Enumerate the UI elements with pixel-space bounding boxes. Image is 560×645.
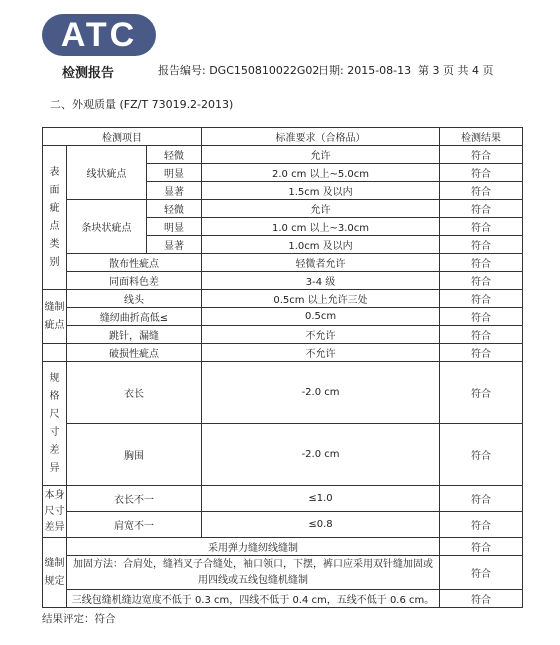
result-cell: 符合 — [440, 164, 523, 182]
header-result: 检测结果 — [440, 128, 523, 146]
result-cell: 符合 — [440, 512, 523, 538]
table-row — [43, 290, 523, 308]
result-cell: 符合 — [440, 538, 523, 556]
report-date: 日期: 2015-08-13 — [318, 64, 412, 77]
page-indicator: 第 3 页 共 4 页 — [418, 64, 494, 77]
category-body-size: 本身尺寸差异 — [43, 486, 67, 538]
overlock-text: 三线包缝机缝边宽度不低于 0.3 cm，四线不低于 0.4 cm，五线不低于 0.6 cm。 — [67, 590, 440, 608]
damage-label: 破损性疵点 — [67, 344, 202, 362]
section-title: 二、外观质量 (FZ/T 73019.2-2013) — [50, 98, 234, 111]
length-label: 衣长 — [67, 362, 202, 424]
standard-cell: -2.0 cm — [202, 362, 440, 424]
table-row — [43, 362, 523, 424]
report-title: 检测报告 — [62, 66, 115, 81]
result-cell: 符合 — [440, 272, 523, 290]
standard-cell: 不允许 — [202, 344, 440, 362]
level-label: 轻微 — [147, 200, 202, 218]
elastic-thread-text: 采用弹力缝纫线缝制 — [67, 538, 440, 556]
level-label: 明显 — [147, 164, 202, 182]
result-cell: 符合 — [440, 236, 523, 254]
standard-cell: ≤0.8 — [202, 512, 440, 538]
seam-curve-label: 缝纫曲折高低≤ — [67, 308, 202, 326]
atc-logo: ATC — [42, 14, 156, 56]
conclusion: 结果评定：符合 — [42, 613, 116, 625]
result-cell: 符合 — [440, 590, 523, 608]
standard-cell: 3-4 级 — [202, 272, 440, 290]
result-cell: 符合 — [440, 424, 523, 486]
standard-cell: 0.5cm — [202, 308, 440, 326]
result-cell: 符合 — [440, 182, 523, 200]
standard-cell: 1.5cm 及以内 — [202, 182, 440, 200]
result-cell: 符合 — [440, 556, 523, 590]
table-row — [43, 254, 523, 272]
table-row — [43, 424, 523, 486]
table-row — [43, 200, 523, 218]
strip-defect-label: 条块状疵点 — [67, 200, 147, 254]
thread-end-label: 线头 — [67, 290, 202, 308]
table-row — [43, 590, 523, 608]
standard-cell: 不允许 — [202, 326, 440, 344]
category-seam: 缝制疵点 — [43, 290, 67, 344]
header-standard: 标准要求（合格品） — [202, 128, 440, 146]
table-row — [43, 538, 523, 556]
result-cell: 符合 — [440, 290, 523, 308]
standard-cell: 允许 — [202, 146, 440, 164]
scatter-defect-label: 散布性疵点 — [67, 254, 202, 272]
shoulder-uneven-label: 肩宽不一 — [67, 512, 202, 538]
result-cell: 符合 — [440, 308, 523, 326]
standard-cell: 轻微者允许 — [202, 254, 440, 272]
chest-label: 胸围 — [67, 424, 202, 486]
standard-cell: -2.0 cm — [202, 424, 440, 486]
level-label: 显著 — [147, 182, 202, 200]
inspection-table — [42, 127, 523, 608]
report-number: 报告编号: DGC150810022G02 — [158, 64, 320, 77]
level-label: 轻微 — [147, 146, 202, 164]
table-row — [43, 308, 523, 326]
category-surface: 表面疵点类别 — [43, 146, 67, 290]
standard-cell: ≤1.0 — [202, 486, 440, 512]
table-header-row — [43, 128, 523, 146]
result-cell: 符合 — [440, 486, 523, 512]
table-row — [43, 344, 523, 362]
length-uneven-label: 衣长不一 — [67, 486, 202, 512]
standard-cell: 1.0cm 及以内 — [202, 236, 440, 254]
table-row — [43, 326, 523, 344]
table-row — [43, 512, 523, 538]
result-cell: 符合 — [440, 326, 523, 344]
result-cell: 符合 — [440, 344, 523, 362]
line-defect-label: 线状疵点 — [67, 146, 147, 200]
category-seam-rule: 缝制规定 — [43, 538, 67, 608]
result-cell: 符合 — [440, 146, 523, 164]
color-diff-label: 同面料色差 — [67, 272, 202, 290]
result-cell: 符合 — [440, 254, 523, 272]
standard-cell: 2.0 cm 以上~5.0cm — [202, 164, 440, 182]
result-cell: 符合 — [440, 218, 523, 236]
standard-cell: 1.0 cm 以上~3.0cm — [202, 218, 440, 236]
standard-cell: 0.5cm 以上允许三处 — [202, 290, 440, 308]
category-size: 规格尺寸差异 — [43, 362, 67, 486]
standard-cell: 允许 — [202, 200, 440, 218]
table-row — [43, 272, 523, 290]
result-cell: 符合 — [440, 200, 523, 218]
header-item: 检测项目 — [43, 128, 202, 146]
level-label: 明显 — [147, 218, 202, 236]
level-label: 显著 — [147, 236, 202, 254]
table-row — [43, 146, 523, 164]
table-row — [43, 556, 523, 590]
reinforce-text: 加固方法：合肩处，缝裆叉子合缝处，袖口领口，下摆，裤口应采用双针缝加固或用四线或五线包缝机缝制 — [67, 556, 440, 590]
result-cell: 符合 — [440, 362, 523, 424]
table-row — [43, 486, 523, 512]
skip-stitch-label: 跳针，漏缝 — [67, 326, 202, 344]
